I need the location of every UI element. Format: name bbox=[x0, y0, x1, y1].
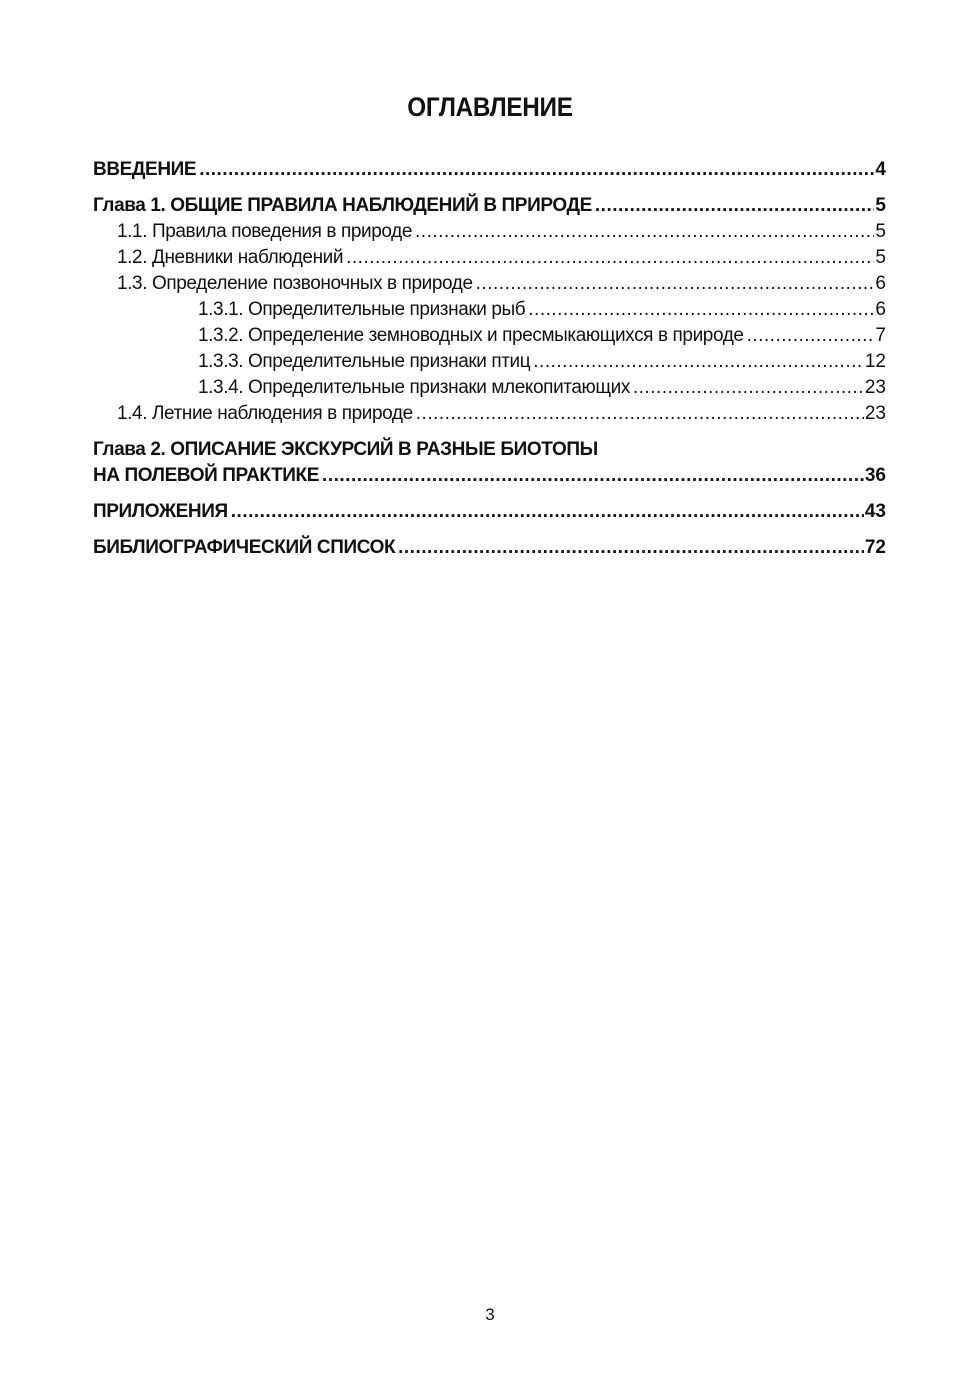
toc-entry-page: 7 bbox=[875, 325, 886, 346]
toc-entry-appendix[interactable] bbox=[93, 499, 886, 525]
toc-entry-label: Глава 1. ОБЩИЕ ПРАВИЛА НАБЛЮДЕНИЙ В ПРИРОДЕ bbox=[93, 195, 592, 216]
toc-entry-page: 5 bbox=[875, 247, 886, 268]
toc-entry-section-1-3-3[interactable] bbox=[93, 349, 886, 375]
toc-entry-label: ВВЕДЕНИЕ bbox=[93, 159, 197, 180]
toc-entry-page: 5 bbox=[875, 195, 886, 216]
dot-leader bbox=[415, 219, 874, 245]
toc-entry-page: 5 bbox=[875, 221, 886, 242]
toc-entry-label-line-2: НА ПОЛЕВОЙ ПРАКТИКЕ bbox=[93, 465, 320, 486]
toc-entry-page: 6 bbox=[875, 273, 886, 294]
page-title: ОГЛАВЛЕНИЕ bbox=[407, 92, 573, 122]
toc-entry-page: 6 bbox=[875, 299, 886, 320]
toc-entry-line-2 bbox=[93, 463, 886, 489]
dot-leader bbox=[199, 157, 874, 183]
toc-entry-label: 1.3.1. Определительные признаки рыб bbox=[198, 299, 526, 320]
page-number: 3 bbox=[485, 1305, 495, 1324]
toc-entry-chapter-2[interactable] bbox=[93, 437, 886, 489]
dot-leader bbox=[322, 463, 864, 489]
toc-entry-section-1-2[interactable] bbox=[93, 245, 886, 271]
dot-leader bbox=[476, 271, 875, 297]
toc-entry-label: 1.2. Дневники наблюдений bbox=[117, 247, 344, 268]
toc-entry-label: 1.1. Правила поведения в природе bbox=[117, 221, 413, 242]
toc-entry-page: 36 bbox=[864, 465, 886, 486]
toc-entry-section-1-1[interactable] bbox=[93, 219, 886, 245]
dot-leader bbox=[231, 499, 864, 525]
toc-entry-label: 1.3. Определение позвоночных в природе bbox=[117, 273, 473, 294]
toc-entry-section-1-3-4[interactable] bbox=[93, 375, 886, 401]
toc-entry-label: 1.3.4. Определительные признаки млекопитающих bbox=[198, 377, 630, 398]
dot-leader bbox=[528, 297, 874, 323]
toc-entry-label: БИБЛИОГРАФИЧЕСКИЙ СПИСОК bbox=[93, 537, 396, 558]
dot-leader bbox=[398, 535, 864, 561]
dot-leader bbox=[346, 245, 874, 271]
toc-entry-page: 23 bbox=[864, 377, 886, 398]
dot-leader bbox=[747, 323, 875, 349]
toc-entry-section-1-3[interactable] bbox=[93, 271, 886, 297]
toc-entry-label: 1.3.3. Определительные признаки птиц bbox=[198, 351, 531, 372]
toc-entry-section-1-3-2[interactable] bbox=[93, 323, 886, 349]
toc-entry-page: 72 bbox=[864, 537, 886, 558]
toc-entry-page: 43 bbox=[864, 501, 886, 522]
dot-leader bbox=[416, 401, 864, 427]
toc-entry-label-line-1: Глава 2. ОПИСАНИЕ ЭКСКУРСИЙ В РАЗНЫЕ БИОТОПЫ bbox=[93, 439, 598, 460]
toc-entry-page: 12 bbox=[864, 351, 886, 372]
toc-entry-page: 23 bbox=[864, 403, 886, 424]
dot-leader bbox=[533, 349, 864, 375]
toc-entry-chapter-1[interactable] bbox=[93, 193, 886, 219]
table-of-contents bbox=[93, 157, 886, 561]
dot-leader bbox=[633, 375, 864, 401]
dot-leader bbox=[595, 193, 875, 219]
toc-entry-label: 1.3.2. Определение земноводных и пресмыкающихся в природе bbox=[198, 325, 744, 346]
toc-entry-introduction[interactable] bbox=[93, 157, 886, 183]
toc-entry-bibliography[interactable] bbox=[93, 535, 886, 561]
toc-entry-section-1-3-1[interactable] bbox=[93, 297, 886, 323]
toc-entry-label: ПРИЛОЖЕНИЯ bbox=[93, 501, 228, 522]
toc-entry-page: 4 bbox=[875, 159, 886, 180]
toc-entry-section-1-4[interactable] bbox=[93, 401, 886, 427]
toc-entry-label: 1.4. Летние наблюдения в природе bbox=[117, 403, 413, 424]
